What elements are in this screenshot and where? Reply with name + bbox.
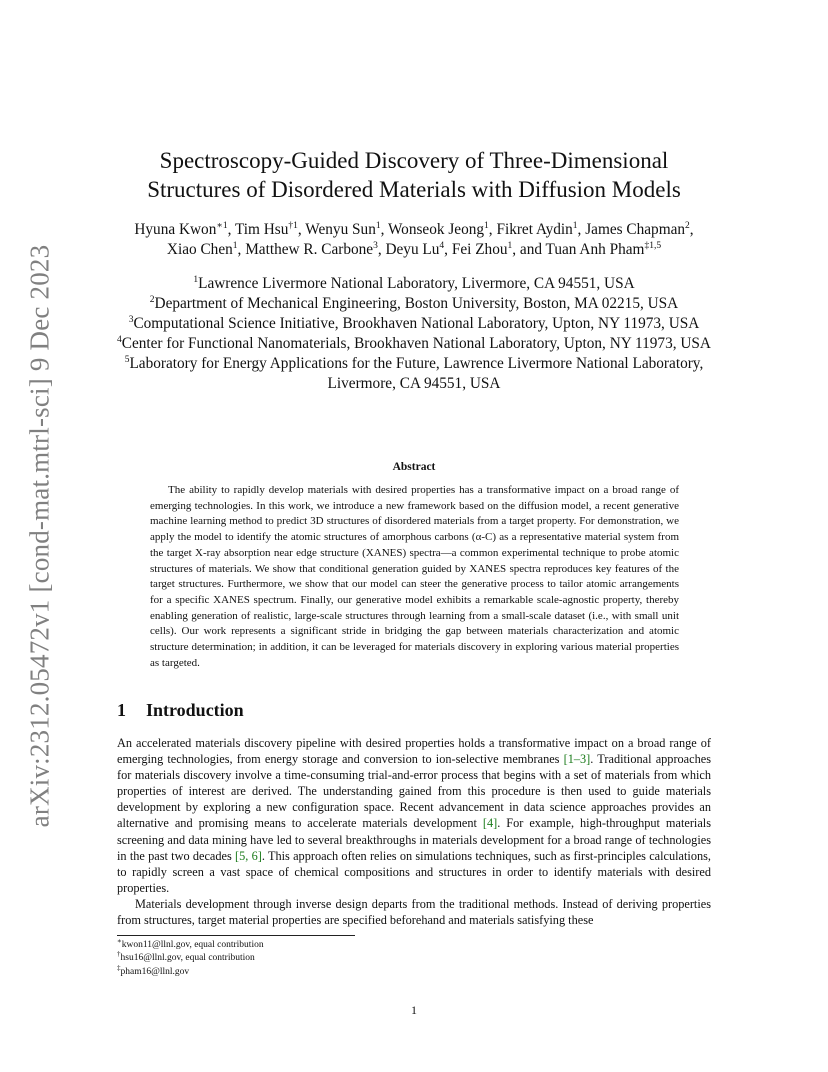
author-name: Wonseok Jeong — [387, 221, 485, 238]
author-name: Hyuna Kwon — [134, 221, 217, 238]
author-affiliation-mark: 4 — [439, 241, 445, 251]
author-affiliation-mark: 1 — [572, 221, 578, 231]
affiliation-mark: 2 — [149, 295, 155, 305]
footnote — [117, 939, 264, 952]
author-affiliation-mark: 1 — [484, 221, 489, 231]
title-line-1: Spectroscopy-Guided Discovery of Three-Dimensional — [159, 148, 669, 173]
author-separator: , — [237, 241, 246, 258]
footnote-rule — [117, 935, 355, 936]
affiliation-text: Department of Mechanical Engineering, Boston University, Boston, MA 02215, USA — [154, 295, 679, 312]
text-run: . For example, high-throughput materials screening and data mining have led to several breakthroughs in materials development for a broad range of technologies in the past two decades — [117, 816, 711, 863]
footnote-text: kwon11@llnl.gov, equal contribution — [121, 940, 264, 950]
footnote-mark: † — [117, 950, 121, 959]
citation-link[interactable]: [1–3] — [563, 752, 591, 767]
footnotes — [117, 939, 264, 979]
author-separator: , — [577, 221, 586, 238]
author-separator: , — [297, 221, 306, 238]
arxiv-identifier: arXiv:2312.05472v1 [cond-mat.mtrl-sci] 9 Dec 2023 — [24, 244, 55, 828]
footnote — [117, 952, 264, 965]
section-title: Introduction — [146, 700, 244, 720]
author-separator: , and — [512, 241, 546, 258]
affiliation — [112, 274, 716, 294]
title-line-2: Structures of Disordered Materials with Diffusion Models — [147, 177, 681, 202]
affiliation — [112, 294, 716, 314]
paragraph — [117, 896, 711, 928]
author-affiliation-mark: 1 — [232, 241, 238, 251]
introduction-body — [117, 735, 711, 928]
author-name: Fei Zhou — [451, 241, 508, 258]
affiliation — [112, 334, 716, 354]
abstract-heading: Abstract — [392, 461, 436, 473]
text-run: Materials development through inverse design departs from the traditional methods. Instead of deriving properties from structures, target material properties are specified beforehand and materials satisfying these — [117, 896, 711, 928]
author-name: Fikret Aydin — [496, 221, 573, 238]
footnote-mark: ∗ — [117, 937, 122, 945]
author-affiliation-mark: 2 — [685, 221, 690, 231]
text-run: . Traditional approaches for materials discovery involve a time-consuming trial-and-error process that begins with a set of materials from which properties of interest are derived. The understanding gained from this procedure is then used to guide materials development by exploring a new configuration space. Recent advancement in data science approaches provides an alternative and promising means to accelerate materials development — [117, 752, 711, 831]
paper-title — [110, 146, 718, 204]
affiliation-text: Center for Functional Nanomaterials, Brookhaven National Laboratory, Upton, NY 11973, USA — [121, 335, 711, 352]
author-name: Wenyu Sun — [305, 221, 376, 238]
page-number: 1 — [411, 1003, 417, 1017]
affiliation-list — [112, 274, 716, 394]
author-name: James Chapman — [585, 221, 686, 238]
affiliation-mark: 4 — [117, 335, 122, 345]
author-affiliation-mark: ‡1,5 — [644, 241, 662, 251]
author-affiliation-mark: 1 — [507, 241, 513, 251]
author-affiliation-mark: 1 — [375, 221, 381, 231]
text-run: An accelerated materials discovery pipeline with desired properties holds a transformative impact on a broad range of emerging technologies, from energy storage and conversion to ion-selective membranes — [117, 736, 711, 767]
author-name: Tim Hsu — [234, 221, 289, 238]
affiliation — [112, 314, 716, 334]
author-name: Tuan Anh Pham — [545, 241, 645, 258]
author-name: Xiao Chen — [166, 241, 233, 258]
citation-link[interactable]: [5, 6] — [235, 848, 262, 863]
footnote-text: pham16@llnl.gov — [120, 966, 190, 977]
affiliation-mark: 5 — [124, 355, 130, 365]
author-affiliation-mark: †1 — [288, 221, 298, 231]
author-separator: , — [444, 241, 452, 258]
author-list — [112, 220, 716, 260]
author-separator: , — [488, 221, 497, 238]
author-separator: , — [227, 221, 235, 238]
affiliation-text: Lawrence Livermore National Laboratory, Livermore, CA 94551, USA — [198, 275, 635, 292]
section-number: 1 — [117, 700, 126, 720]
author-affiliation-mark: ∗1 — [216, 221, 228, 231]
footnote-mark: ‡ — [117, 963, 121, 972]
footnote-text: hsu16@llnl.gov, equal contribution — [120, 953, 255, 964]
citation-link[interactable]: [4] — [482, 816, 498, 831]
affiliation-text: Computational Science Initiative, Brookhaven National Laboratory, Upton, NY 11973, USA — [133, 315, 700, 332]
author-separator: , — [689, 221, 694, 238]
author-name: Matthew R. Carbone — [245, 241, 374, 258]
abstract-text: The ability to rapidly develop materials with desired properties has a transformative impact on a broad range of emerging technologies. In this work, we introduce a new framework based on the diffusion model, a recent generative machine learning method to predict 3D structures of disordered materials from a target property. For demonstration, we apply the model to identify the atomic structures of amorphous carbons (α-C) as a representative material system from the target X-ray absorption near edge structure (XANES) spectra—a common experimental technique to probe atomic structures of materials. We show that conditional generation guided by XANES spectra reproduces key features of the target structures. Furthermore, we show that our model can steer the generative process to tailor atomic arrangements for a specific XANES spectrum. Finally, our generative model exhibits a remarkable scale-agnostic property, thereby enabling generation of realistic, large-scale structures through learning from a small-scale dataset (i.e., with small unit cells). Our work represents a significant stride in bridging the gap between materials characterization and atomic structure determination; in addition, it can be leveraged for materials discovery in exploring various material properties as targeted. — [150, 484, 679, 669]
text-run: . This approach often relies on simulations techniques, such as first-principles calculations, to rapidly screen a vast space of chemical compositions and structures in order to identify materials with desired properties. — [117, 848, 711, 895]
affiliation-text: Laboratory for Energy Applications for the Future, Lawrence Livermore National Laboratory, Livermore, CA 94551, USA — [129, 355, 704, 392]
author-affiliation-mark: 3 — [373, 241, 378, 251]
paragraph — [117, 735, 711, 896]
affiliation-mark: 3 — [128, 315, 134, 325]
author-name: Deyu Lu — [385, 241, 440, 258]
section-heading — [117, 700, 244, 721]
affiliation-mark: 1 — [193, 275, 199, 285]
author-separator: , — [377, 241, 386, 258]
author-separator: , — [380, 221, 388, 238]
footnote — [117, 963, 264, 979]
affiliation — [112, 354, 716, 394]
